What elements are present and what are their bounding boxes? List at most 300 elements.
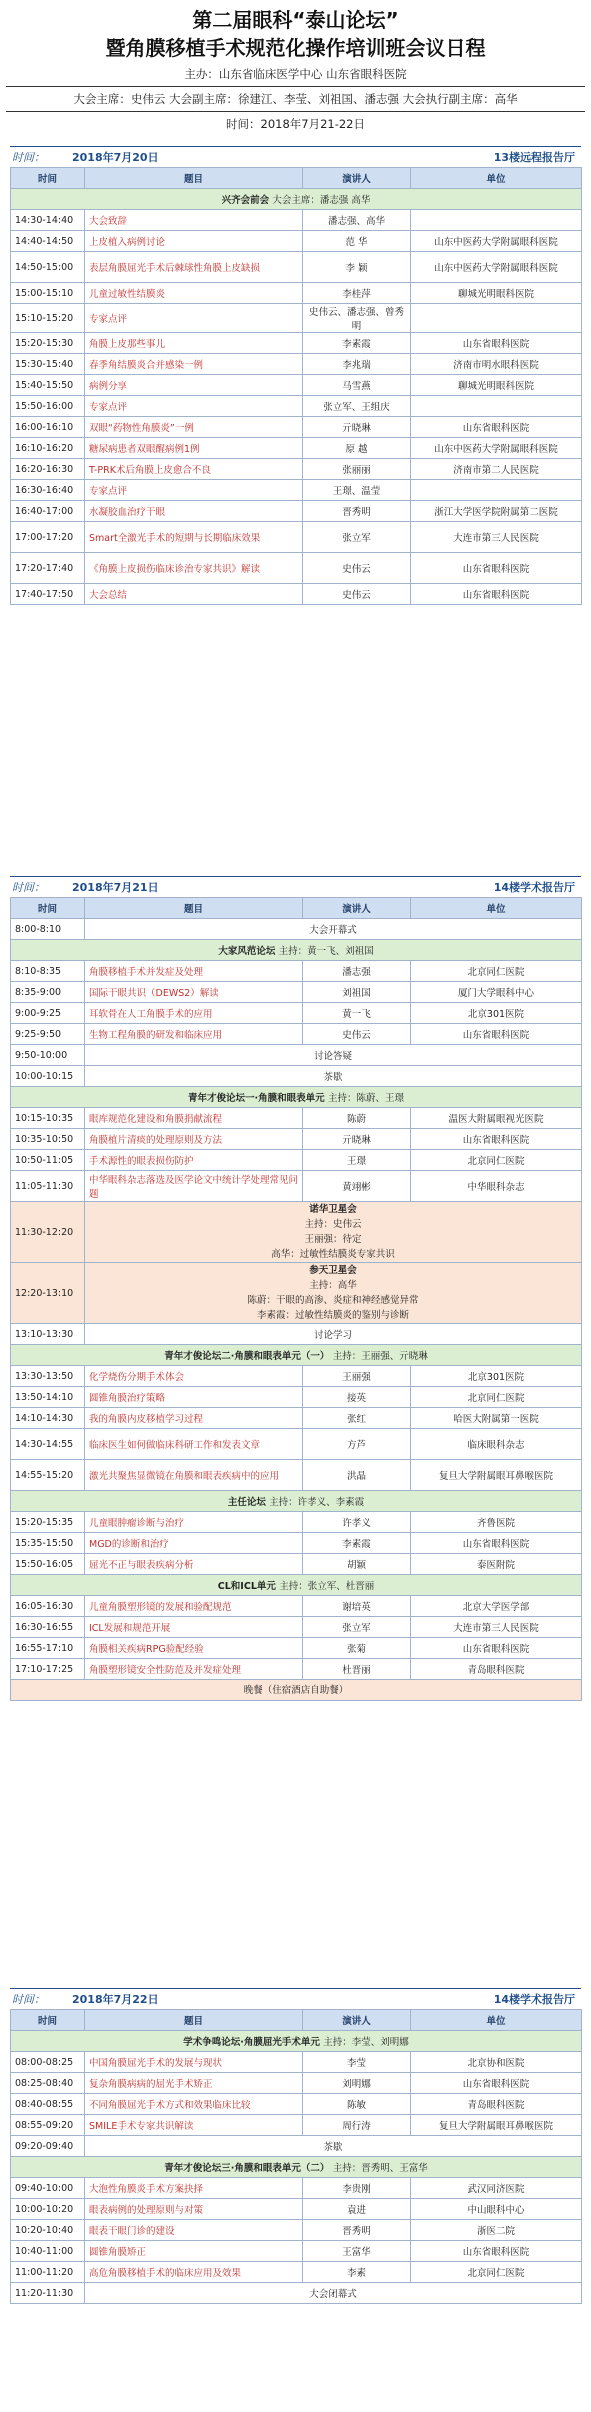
speaker-cell: 刘祖国 [303, 982, 411, 1003]
topic-cell: ICL发展和规范开展 [85, 1617, 303, 1638]
speaker-cell: 李素 [303, 2262, 411, 2283]
table-row [11, 1045, 582, 1066]
speaker-cell: 方芦 [303, 1429, 411, 1460]
time-cell: 14:50-15:00 [11, 252, 85, 283]
session-title [11, 2157, 582, 2178]
speaker-cell: 王璟、温莹 [303, 480, 411, 501]
dinner-row [11, 1680, 582, 1701]
topic-cell: 中国角膜屈光手术的发展与现状 [85, 2052, 303, 2073]
speaker-cell: 刘明娜 [303, 2073, 411, 2094]
topic-cell: 儿童过敏性结膜炎 [85, 283, 303, 304]
satellite-cell [85, 1263, 582, 1324]
time-cell: 17:00-17:20 [11, 522, 85, 553]
speaker-cell: 谢培英 [303, 1596, 411, 1617]
speaker-cell: 李贵刚 [303, 2178, 411, 2199]
topic-cell: 《角膜上皮损伤临床诊治专家共识》解读 [85, 553, 303, 584]
speaker-cell: 范 华 [303, 231, 411, 252]
time-cell: 8:35-9:00 [11, 982, 85, 1003]
table-row [11, 584, 582, 605]
time-cell: 10:15-10:35 [11, 1108, 85, 1129]
session-name: CL和ICL单元 [217, 1581, 280, 1592]
column-header: 题目 [85, 168, 303, 189]
session-name: 兴齐会前会 [221, 195, 273, 206]
time-label: 时间： [12, 881, 45, 894]
time-cell: 14:55-15:20 [11, 1460, 85, 1491]
speaker-cell: 李莹 [303, 2052, 411, 2073]
topic-cell: 双眼“药物性角膜炎”一例 [85, 417, 303, 438]
time-cell: 16:30-16:55 [11, 1617, 85, 1638]
day-section-1 [10, 146, 581, 605]
table-row [11, 252, 582, 283]
event-cell: 大会闭幕式 [85, 2283, 582, 2304]
topic-cell: 我的角膜内皮移植学习过程 [85, 1408, 303, 1429]
time-cell: 16:40-17:00 [11, 501, 85, 522]
table-row [11, 417, 582, 438]
day-header-bar [10, 146, 581, 167]
topic-cell: 大泡性角膜炎手术方案抉择 [85, 2178, 303, 2199]
time-label: 时间： [12, 151, 45, 164]
time-cell: 10:00-10:20 [11, 2199, 85, 2220]
session-title [11, 1491, 582, 1512]
page-subtitle: 暨角膜移植手术规范化操作培训班会议日程 [105, 36, 486, 60]
satellite-line: 李素霞：过敏性结膜炎的鉴别与诊断 [256, 1310, 409, 1321]
time-cell: 15:00-15:10 [11, 283, 85, 304]
time-cell: 15:40-15:50 [11, 375, 85, 396]
unit-cell [411, 480, 582, 501]
topic-cell: 屈光不正与眼表疾病分析 [85, 1554, 303, 1575]
time-cell: 15:20-15:30 [11, 333, 85, 354]
speaker-cell: 马雪燕 [303, 375, 411, 396]
session-title [11, 940, 582, 961]
speaker-cell: 李 颖 [303, 252, 411, 283]
table-row [11, 1596, 582, 1617]
speaker-cell: 黄一飞 [303, 1003, 411, 1024]
satellite-line: 主持：高华 [309, 1280, 357, 1291]
time-cell: 14:40-14:50 [11, 231, 85, 252]
schedule-table [10, 167, 582, 605]
table-row [11, 1408, 582, 1429]
speaker-cell: 王丽强 [303, 1366, 411, 1387]
speaker-cell: 李素霞 [303, 1533, 411, 1554]
session-host: 主持：许孝义、李素霞 [269, 1497, 365, 1508]
speaker-cell: 亓晓琳 [303, 417, 411, 438]
unit-cell: 山东中医药大学附属眼科医院 [411, 252, 582, 283]
table-row [11, 1171, 582, 1202]
time-cell: 10:40-11:00 [11, 2241, 85, 2262]
topic-cell: 高危角膜移植手术的临床应用及效果 [85, 2262, 303, 2283]
topic-cell: 病例分享 [85, 375, 303, 396]
session-name: 青年才俊论坛一·角膜和眼表单元 [188, 1093, 328, 1104]
table-row [11, 2283, 582, 2304]
column-header: 演讲人 [303, 168, 411, 189]
table-row [11, 1129, 582, 1150]
session-group-row [11, 1491, 582, 1512]
satellite-line: 王丽强：待定 [304, 1234, 362, 1245]
column-header: 单位 [411, 168, 582, 189]
topic-cell: 上皮植入病例讨论 [85, 231, 303, 252]
unit-cell: 中山眼科中心 [411, 2199, 582, 2220]
time-cell: 08:00-08:25 [11, 2052, 85, 2073]
speaker-cell: 接英 [303, 1387, 411, 1408]
session-group-row [11, 1345, 582, 1366]
unit-cell: 青岛眼科医院 [411, 1659, 582, 1680]
table-row [11, 2115, 582, 2136]
unit-cell: 北京同仁医院 [411, 2262, 582, 2283]
speaker-cell: 李兆瑞 [303, 354, 411, 375]
time-cell: 08:25-08:40 [11, 2073, 85, 2094]
time-cell: 8:10-8:35 [11, 961, 85, 982]
session-title [11, 1345, 582, 1366]
table-row [11, 501, 582, 522]
speaker-cell: 原 越 [303, 438, 411, 459]
satellite-line: 陈蔚：干眼的高渗、炎症和神经感觉异常 [247, 1295, 419, 1306]
topic-cell: 水凝胶血治疗干眼 [85, 501, 303, 522]
session-group-row [11, 189, 582, 210]
topic-cell: 国际干眼共识（DEWS2）解读 [85, 982, 303, 1003]
unit-cell: 武汉同济医院 [411, 2178, 582, 2199]
session-host: 主持：黄一飞、刘祖国 [278, 946, 374, 957]
time-cell: 16:55-17:10 [11, 1638, 85, 1659]
topic-cell: 春季角结膜炎合并感染一例 [85, 354, 303, 375]
unit-cell [411, 210, 582, 231]
unit-cell: 山东省眼科医院 [411, 2073, 582, 2094]
schedule-table [10, 2009, 582, 2304]
time-cell: 12:20-13:10 [11, 1263, 85, 1324]
table-row [11, 459, 582, 480]
day-date: 2018年7月21日 [72, 881, 159, 894]
column-header: 单位 [411, 898, 582, 919]
table-row [11, 375, 582, 396]
topic-cell: 儿童眼肿瘤诊断与治疗 [85, 1512, 303, 1533]
speaker-cell: 李桂萍 [303, 283, 411, 304]
unit-cell: 山东省眼科医院 [411, 417, 582, 438]
table-row [11, 2052, 582, 2073]
time-cell: 15:30-15:40 [11, 354, 85, 375]
time-cell: 10:20-10:40 [11, 2220, 85, 2241]
session-title [11, 189, 582, 210]
table-row [11, 1066, 582, 1087]
speaker-cell: 许孝义 [303, 1512, 411, 1533]
event-cell: 茶歇 [85, 1066, 582, 1087]
topic-cell: 生物工程角膜的研发和临床应用 [85, 1024, 303, 1045]
topic-cell: MGD的诊断和治疗 [85, 1533, 303, 1554]
table-row [11, 1003, 582, 1024]
session-group-row [11, 2031, 582, 2052]
page-title: 第二届眼科“泰山论坛” [192, 8, 399, 32]
satellite-title: 参天卫星会 [309, 1265, 357, 1276]
session-host: 主持：李莹、刘明娜 [323, 2037, 409, 2048]
time-cell: 17:20-17:40 [11, 553, 85, 584]
table-row [11, 354, 582, 375]
chairs: 大会主席：史伟云 大会副主席：徐建江、李莹、刘祖国、潘志强 大会执行副主席：高华 [73, 92, 518, 106]
session-host: 主持：王丽强、亓晓琳 [332, 1351, 428, 1362]
day-date: 2018年7月20日 [72, 151, 159, 164]
unit-cell: 北京301医院 [411, 1366, 582, 1387]
time-cell: 13:10-13:30 [11, 1324, 85, 1345]
speaker-cell: 李素霞 [303, 333, 411, 354]
unit-cell: 大连市第三人民医院 [411, 522, 582, 553]
time-cell: 08:40-08:55 [11, 2094, 85, 2115]
unit-cell: 青岛眼科医院 [411, 2094, 582, 2115]
table-row [11, 283, 582, 304]
speaker-cell: 张丽丽 [303, 459, 411, 480]
column-header: 单位 [411, 2010, 582, 2031]
organizers: 主办：山东省临床医学中心 山东省眼科医院 [184, 67, 407, 81]
dinner-cell: 晚餐（住宿酒店自助餐） [11, 1680, 582, 1701]
topic-cell: 角膜移植手术并发症及处理 [85, 961, 303, 982]
speaker-cell: 史伟云 [303, 553, 411, 584]
day-header-bar [10, 876, 581, 897]
table-row [11, 480, 582, 501]
topic-cell: 专家点评 [85, 396, 303, 417]
unit-cell: 山东省眼科医院 [411, 1129, 582, 1150]
time-cell: 16:30-16:40 [11, 480, 85, 501]
time-cell: 11:00-11:20 [11, 2262, 85, 2283]
time-cell: 16:00-16:10 [11, 417, 85, 438]
table-row [11, 2094, 582, 2115]
speaker-cell: 袁进 [303, 2199, 411, 2220]
unit-cell: 泰医附院 [411, 1554, 582, 1575]
unit-cell: 北京同仁医院 [411, 961, 582, 982]
table-header-row [11, 168, 582, 189]
day-venue: 14楼学术报告厅 [493, 881, 575, 894]
table-row [11, 231, 582, 252]
column-header: 时间 [11, 2010, 85, 2031]
speaker-cell: 潘志强 [303, 961, 411, 982]
session-name: 学术争鸣论坛·角膜屈光手术单元 [183, 2037, 324, 2048]
table-header-row [11, 898, 582, 919]
session-group-row [11, 2157, 582, 2178]
table-row [11, 1150, 582, 1171]
header [0, 0, 591, 136]
speaker-cell: 张立军 [303, 1617, 411, 1638]
unit-cell: 复旦大学附属眼耳鼻喉医院 [411, 2115, 582, 2136]
column-header: 演讲人 [303, 898, 411, 919]
topic-cell: 圆锥角膜矫正 [85, 2241, 303, 2262]
day-venue: 13楼远程报告厅 [493, 151, 575, 164]
speaker-cell: 亓晓琳 [303, 1129, 411, 1150]
unit-cell: 中华眼科杂志 [411, 1171, 582, 1202]
time-cell: 16:10-16:20 [11, 438, 85, 459]
time-cell: 11:20-11:30 [11, 2283, 85, 2304]
unit-cell: 大连市第三人民医院 [411, 1617, 582, 1638]
time-cell: 10:00-10:15 [11, 1066, 85, 1087]
day-section-2 [10, 876, 581, 1701]
topic-cell: 手术源性的眼表损伤防护 [85, 1150, 303, 1171]
time-cell: 15:50-16:05 [11, 1554, 85, 1575]
table-row [11, 1617, 582, 1638]
time-cell: 10:50-11:05 [11, 1150, 85, 1171]
unit-cell [411, 396, 582, 417]
speaker-cell: 黄翊彬 [303, 1171, 411, 1202]
unit-cell: 山东中医药大学附属眼科医院 [411, 231, 582, 252]
table-row [11, 1429, 582, 1460]
satellite-row [11, 1263, 582, 1324]
satellite-line: 主持：史伟云 [304, 1219, 362, 1230]
topic-cell: 儿童角膜塑形镜的发展和验配规范 [85, 1596, 303, 1617]
unit-cell: 温医大附属眼视光医院 [411, 1108, 582, 1129]
speaker-cell: 胡颖 [303, 1554, 411, 1575]
table-row [11, 1659, 582, 1680]
speaker-cell: 张菊 [303, 1638, 411, 1659]
speaker-cell: 史伟云 [303, 1024, 411, 1045]
table-row [11, 438, 582, 459]
column-header: 演讲人 [303, 2010, 411, 2031]
unit-cell: 聊城光明眼科医院 [411, 283, 582, 304]
satellite-title: 诺华卫星会 [309, 1204, 357, 1215]
day-date: 2018年7月22日 [72, 1993, 159, 2006]
session-group-row [11, 940, 582, 961]
table-row [11, 1512, 582, 1533]
table-row [11, 522, 582, 553]
time-cell: 11:05-11:30 [11, 1171, 85, 1202]
speaker-cell: 晋秀明 [303, 501, 411, 522]
unit-cell: 山东省眼科医院 [411, 1638, 582, 1659]
topic-cell: 化学烧伤分期手术体会 [85, 1366, 303, 1387]
unit-cell: 山东省眼科医院 [411, 584, 582, 605]
session-host: 主持：张立军、杜晋丽 [279, 1581, 375, 1592]
time-cell: 09:40-10:00 [11, 2178, 85, 2199]
session-title [11, 1575, 582, 1596]
table-row [11, 2241, 582, 2262]
speaker-cell: 王璟 [303, 1150, 411, 1171]
time-cell: 14:10-14:30 [11, 1408, 85, 1429]
day-section-3 [10, 1988, 581, 2304]
unit-cell [411, 304, 582, 333]
speaker-cell: 陈蔚 [303, 1108, 411, 1129]
unit-cell: 聊城光明眼科医院 [411, 375, 582, 396]
time-cell: 16:05-16:30 [11, 1596, 85, 1617]
session-group-row [11, 1575, 582, 1596]
column-header: 时间 [11, 898, 85, 919]
column-header: 题目 [85, 898, 303, 919]
table-row [11, 396, 582, 417]
topic-cell: 专家点评 [85, 304, 303, 333]
table-row [11, 1366, 582, 1387]
time-cell: 17:40-17:50 [11, 584, 85, 605]
topic-cell: T-PRK术后角膜上皮愈合不良 [85, 459, 303, 480]
session-host: 大会主席：潘志强 高华 [272, 195, 371, 206]
topic-cell: 耳软骨在人工角膜手术的应用 [85, 1003, 303, 1024]
table-row [11, 2073, 582, 2094]
table-row [11, 2262, 582, 2283]
topic-cell: 圆锥角膜治疗策略 [85, 1387, 303, 1408]
time-cell: 13:50-14:10 [11, 1387, 85, 1408]
topic-cell: 角膜塑形镜安全性防范及并发症处理 [85, 1659, 303, 1680]
session-name: 大家风范论坛 [218, 946, 279, 957]
topic-cell: 大会总结 [85, 584, 303, 605]
table-row [11, 2199, 582, 2220]
unit-cell: 浙江大学医学院附属第二医院 [411, 501, 582, 522]
time-cell: 15:10-15:20 [11, 304, 85, 333]
speaker-cell: 洪晶 [303, 1460, 411, 1491]
time-cell: 14:30-14:40 [11, 210, 85, 231]
session-name: 主任论坛 [227, 1497, 270, 1508]
time-cell: 9:50-10:00 [11, 1045, 85, 1066]
topic-cell: Smart全激光手术的短期与长期临床效果 [85, 522, 303, 553]
time-cell: 09:20-09:40 [11, 2136, 85, 2157]
unit-cell: 济南市第二人民医院 [411, 459, 582, 480]
session-host: 主持：晋秀明、王富华 [332, 2163, 428, 2174]
speaker-cell: 杜晋丽 [303, 1659, 411, 1680]
speaker-cell: 周行涛 [303, 2115, 411, 2136]
topic-cell: 眼表病例的处理原则与对策 [85, 2199, 303, 2220]
time-cell: 15:20-15:35 [11, 1512, 85, 1533]
table-row [11, 1533, 582, 1554]
unit-cell: 北京同仁医院 [411, 1387, 582, 1408]
table-row [11, 2220, 582, 2241]
time-cell: 15:50-16:00 [11, 396, 85, 417]
satellite-cell [85, 1202, 582, 1263]
unit-cell: 山东省眼科医院 [411, 333, 582, 354]
table-row [11, 919, 582, 940]
session-title [11, 1087, 582, 1108]
topic-cell: 复杂角膜病病的屈光手术矫正 [85, 2073, 303, 2094]
schedule-table [10, 897, 582, 1701]
time-cell: 13:30-13:50 [11, 1366, 85, 1387]
table-row [11, 1460, 582, 1491]
table-row [11, 1024, 582, 1045]
time-cell: 15:35-15:50 [11, 1533, 85, 1554]
unit-cell: 北京大学医学部 [411, 1596, 582, 1617]
table-row [11, 1554, 582, 1575]
time-cell: 8:00-8:10 [11, 919, 85, 940]
table-row [11, 553, 582, 584]
speaker-cell: 陈敏 [303, 2094, 411, 2115]
speaker-cell: 张立军、王组庆 [303, 396, 411, 417]
table-header-row [11, 2010, 582, 2031]
unit-cell: 济南市明水眼科医院 [411, 354, 582, 375]
topic-cell: 角膜植片清痰的处理原则及方法 [85, 1129, 303, 1150]
topic-cell: 专家点评 [85, 480, 303, 501]
day-venue: 14楼学术报告厅 [493, 1993, 575, 2006]
time-label: 时间： [12, 1993, 45, 2006]
table-row [11, 210, 582, 231]
event-cell: 讨论学习 [85, 1324, 582, 1345]
unit-cell: 浙医二院 [411, 2220, 582, 2241]
time-cell: 11:30-12:20 [11, 1202, 85, 1263]
table-row [11, 1638, 582, 1659]
session-group-row [11, 1087, 582, 1108]
session-host: 主持：陈蔚、王璟 [327, 1093, 404, 1104]
topic-cell: 激光共聚焦显微镜在角膜和眼表疾病中的应用 [85, 1460, 303, 1491]
time-cell: 14:30-14:55 [11, 1429, 85, 1460]
satellite-line: 高华：过敏性结膜炎专家共识 [271, 1249, 395, 1260]
session-name: 青年才俊论坛三·角膜和眼表单元（二） [164, 2163, 333, 2174]
unit-cell: 山东省眼科医院 [411, 1024, 582, 1045]
event-cell: 讨论答疑 [85, 1045, 582, 1066]
table-row [11, 1108, 582, 1129]
topic-cell: 大会致辞 [85, 210, 303, 231]
table-row [11, 1387, 582, 1408]
unit-cell: 山东省眼科医院 [411, 2241, 582, 2262]
unit-cell: 厦门大学眼科中心 [411, 982, 582, 1003]
unit-cell: 哈医大附属第一医院 [411, 1408, 582, 1429]
table-row [11, 1324, 582, 1345]
event-cell: 茶歇 [85, 2136, 582, 2157]
speaker-cell: 史伟云 [303, 584, 411, 605]
unit-cell: 北京301医院 [411, 1003, 582, 1024]
topic-cell: 临床医生如何做临床科研工作和发表文章 [85, 1429, 303, 1460]
topic-cell: 眼库规范化建设和角膜捐献流程 [85, 1108, 303, 1129]
topic-cell: 中华眼科杂志落选及医学论文中统计学处理常见问题 [85, 1171, 303, 1202]
table-row [11, 2178, 582, 2199]
meeting-dates: 时间：2018年7月21-22日 [226, 117, 365, 131]
table-row [11, 2136, 582, 2157]
topic-cell: 表层角膜屈光手术后棘球性角膜上皮缺损 [85, 252, 303, 283]
topic-cell: 角膜上皮那些事儿 [85, 333, 303, 354]
topic-cell: 眼表干眼门诊的建设 [85, 2220, 303, 2241]
